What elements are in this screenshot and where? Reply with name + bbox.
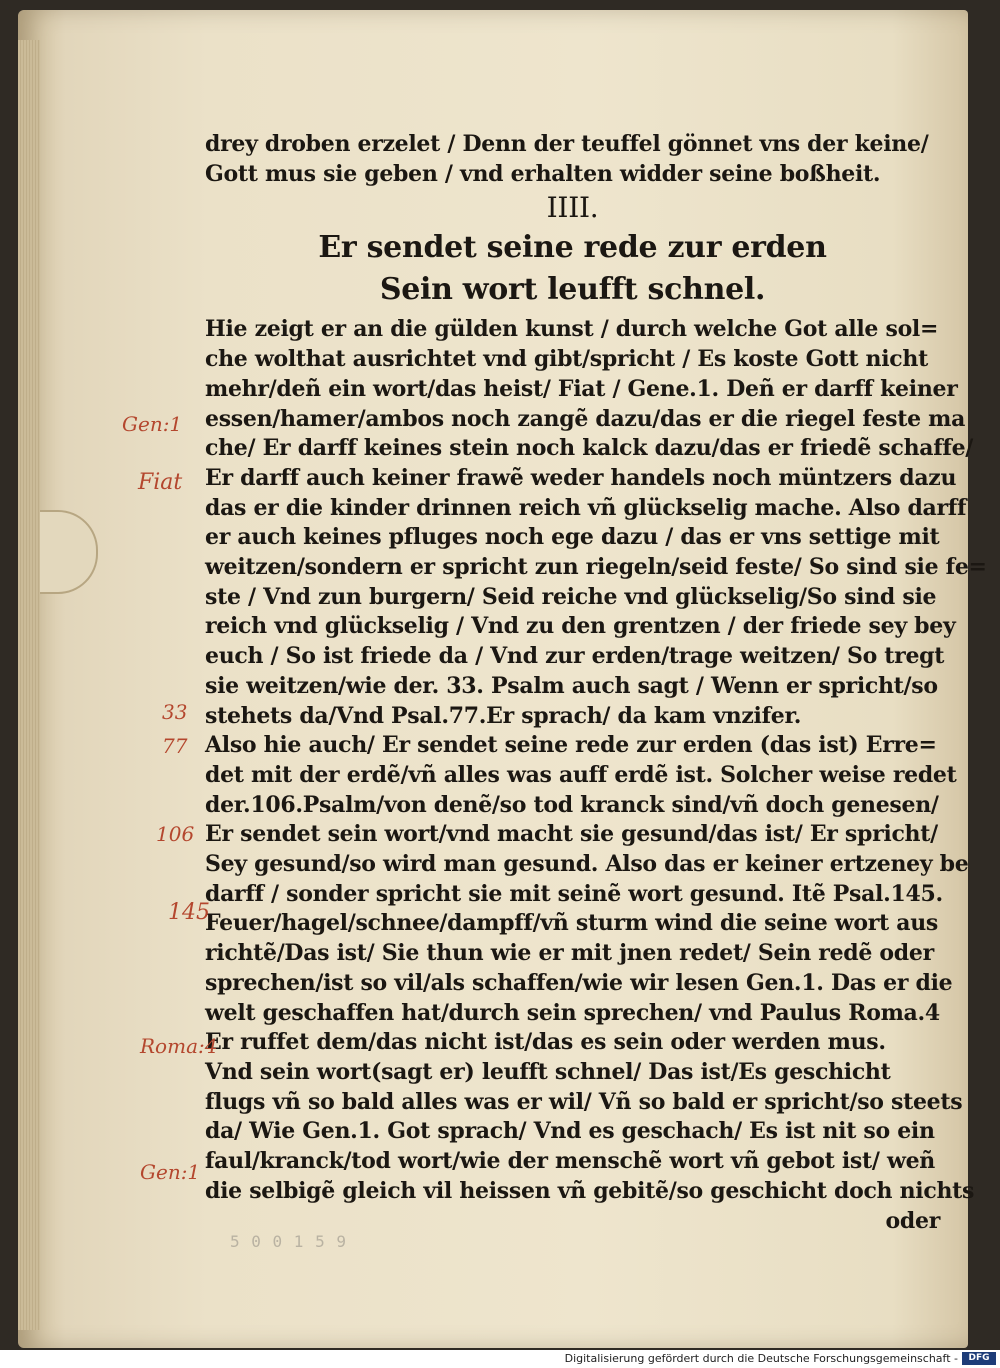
section-numeral: IIII. xyxy=(546,191,599,225)
verse-line: Sein wort leufft schnel. xyxy=(379,272,766,308)
text-line: Er sendet sein wort/vnd macht sie gesund/das ist/ Er spricht/ xyxy=(205,821,938,848)
text-line: die selbigẽ gleich vil heissen vñ gebitẽ/so geschicht doch nichts xyxy=(205,1177,975,1204)
footer-credit: Digitalisierung gefördert durch die Deutsche Forschungsgemeinschaft - xyxy=(564,1352,958,1365)
text-line: darff / sonder spricht sie mit seinẽ wort gesund. Itẽ Psal.145. xyxy=(205,880,943,907)
text-line: Also hie auch/ Er sendet seine rede zur erden (das ist) Erre= xyxy=(205,732,937,759)
text-line: das er die kinder drinnen reich vñ glückselig mache. Also darff xyxy=(205,494,967,521)
text-line: Gott mus sie geben / vnd erhalten widder seine boßheit. xyxy=(205,160,881,187)
text-line: Vnd sein wort(sagt er) leufft schnel/ Das ist/Es geschicht xyxy=(205,1058,891,1085)
margin-note-ps33: 33 xyxy=(162,700,188,724)
margin-note-gen1-b: Gen:1 xyxy=(140,1160,201,1184)
margin-note-ps145: 145 xyxy=(168,900,210,925)
text-line: stehets da/Vnd Psal.77.Er sprach/ da kam vnzifer. xyxy=(205,702,802,729)
text-line: der.106.Psalm/von denẽ/so tod kranck sind/vñ doch genesen/ xyxy=(205,791,939,818)
catchword: oder xyxy=(885,1207,940,1234)
text-block xyxy=(205,130,987,1236)
text-line: essen/hamer/ambos noch zangẽ dazu/das er die riegel feste ma xyxy=(205,405,966,432)
page-edges xyxy=(18,40,40,1330)
margin-note-ps77: 77 xyxy=(162,734,188,758)
text-line: mehr/deñ ein wort/das heist/ Fiat / Gene.1. Deñ er darff keiner xyxy=(205,375,958,402)
text-line: weitzen/sondern er spricht zun riegeln/seid feste/ So sind sie fe= xyxy=(205,554,987,581)
margin-note-ps106: 106 xyxy=(156,822,195,846)
text-line: det mit der erdẽ/vñ alles was auff erdẽ ist. Solcher weise redet xyxy=(205,761,957,788)
text-line: sie weitzen/wie der. 33. Psalm auch sagt / Wenn er spricht/so xyxy=(205,672,938,699)
text-line: che wolthat ausrichtet vnd gibt/spricht / Es koste Gott nicht xyxy=(205,346,928,373)
text-line: Feuer/hagel/schnee/dampff/vñ sturm wind die seine wort aus xyxy=(205,910,939,937)
faint-stamp: 5 0 0 1 5 9 xyxy=(230,1232,347,1251)
text-line: faul/kranck/tod wort/wie der menschẽ wort vñ gebot ist/ weñ xyxy=(205,1148,935,1175)
margin-note-fiat: Fiat xyxy=(138,470,183,495)
text-line: Er ruffet dem/das nicht ist/das es sein oder werden mus. xyxy=(205,1029,886,1056)
text-line: sprechen/ist so vil/als schaffen/wie wir lesen Gen.1. Das er die xyxy=(205,969,953,996)
verse-line: Er sendet seine rede zur erden xyxy=(318,230,827,266)
text-line: flugs vñ so bald alles was er wil/ Vñ so bald er spricht/so steets xyxy=(205,1088,963,1115)
text-line: Er darff auch keiner frawẽ weder handels noch müntzers dazu xyxy=(205,464,957,491)
text-line: richtẽ/Das ist/ Sie thun wie er mit jnen redet/ Sein redẽ oder xyxy=(205,940,934,967)
text-line: drey droben erzelet / Denn der teuffel gönnet vns der keine/ xyxy=(205,131,929,157)
text-line: che/ Er darff keines stein noch kalck dazu/das er friedẽ schaffe/ xyxy=(205,435,974,462)
text-line: reich vnd glückselig / Vnd zu den grentzen / der friede sey bey xyxy=(205,613,956,640)
margin-note-gen1: Gen:1 xyxy=(122,412,183,436)
text-line: er auch keines pfluges noch ege dazu / das er vns settige mit xyxy=(205,524,940,551)
footer-bar xyxy=(0,1350,1000,1368)
text-line: welt geschaffen hat/durch sein sprechen/ vnd Paulus Roma.4 xyxy=(205,999,940,1026)
text-line: Hie zeigt er an die gülden kunst / durch welche Got alle sol= xyxy=(205,316,939,343)
text-line: Sey gesund/so wird man gesund. Also das er keiner ertzeney be xyxy=(205,851,969,878)
text-line: da/ Wie Gen.1. Got sprach/ Vnd es geschach/ Es ist nit so ein xyxy=(205,1118,935,1145)
page-tab xyxy=(40,510,98,594)
margin-note-roma4: Roma:4 xyxy=(140,1034,218,1058)
text-line: euch / So ist friede da / Vnd zur erden/trage weitzen/ So tregt xyxy=(205,643,945,670)
text-line: ste / Vnd zun burgern/ Seid reiche vnd glückselig/So sind sie xyxy=(205,583,937,610)
dfg-logo: DFG xyxy=(962,1352,996,1365)
